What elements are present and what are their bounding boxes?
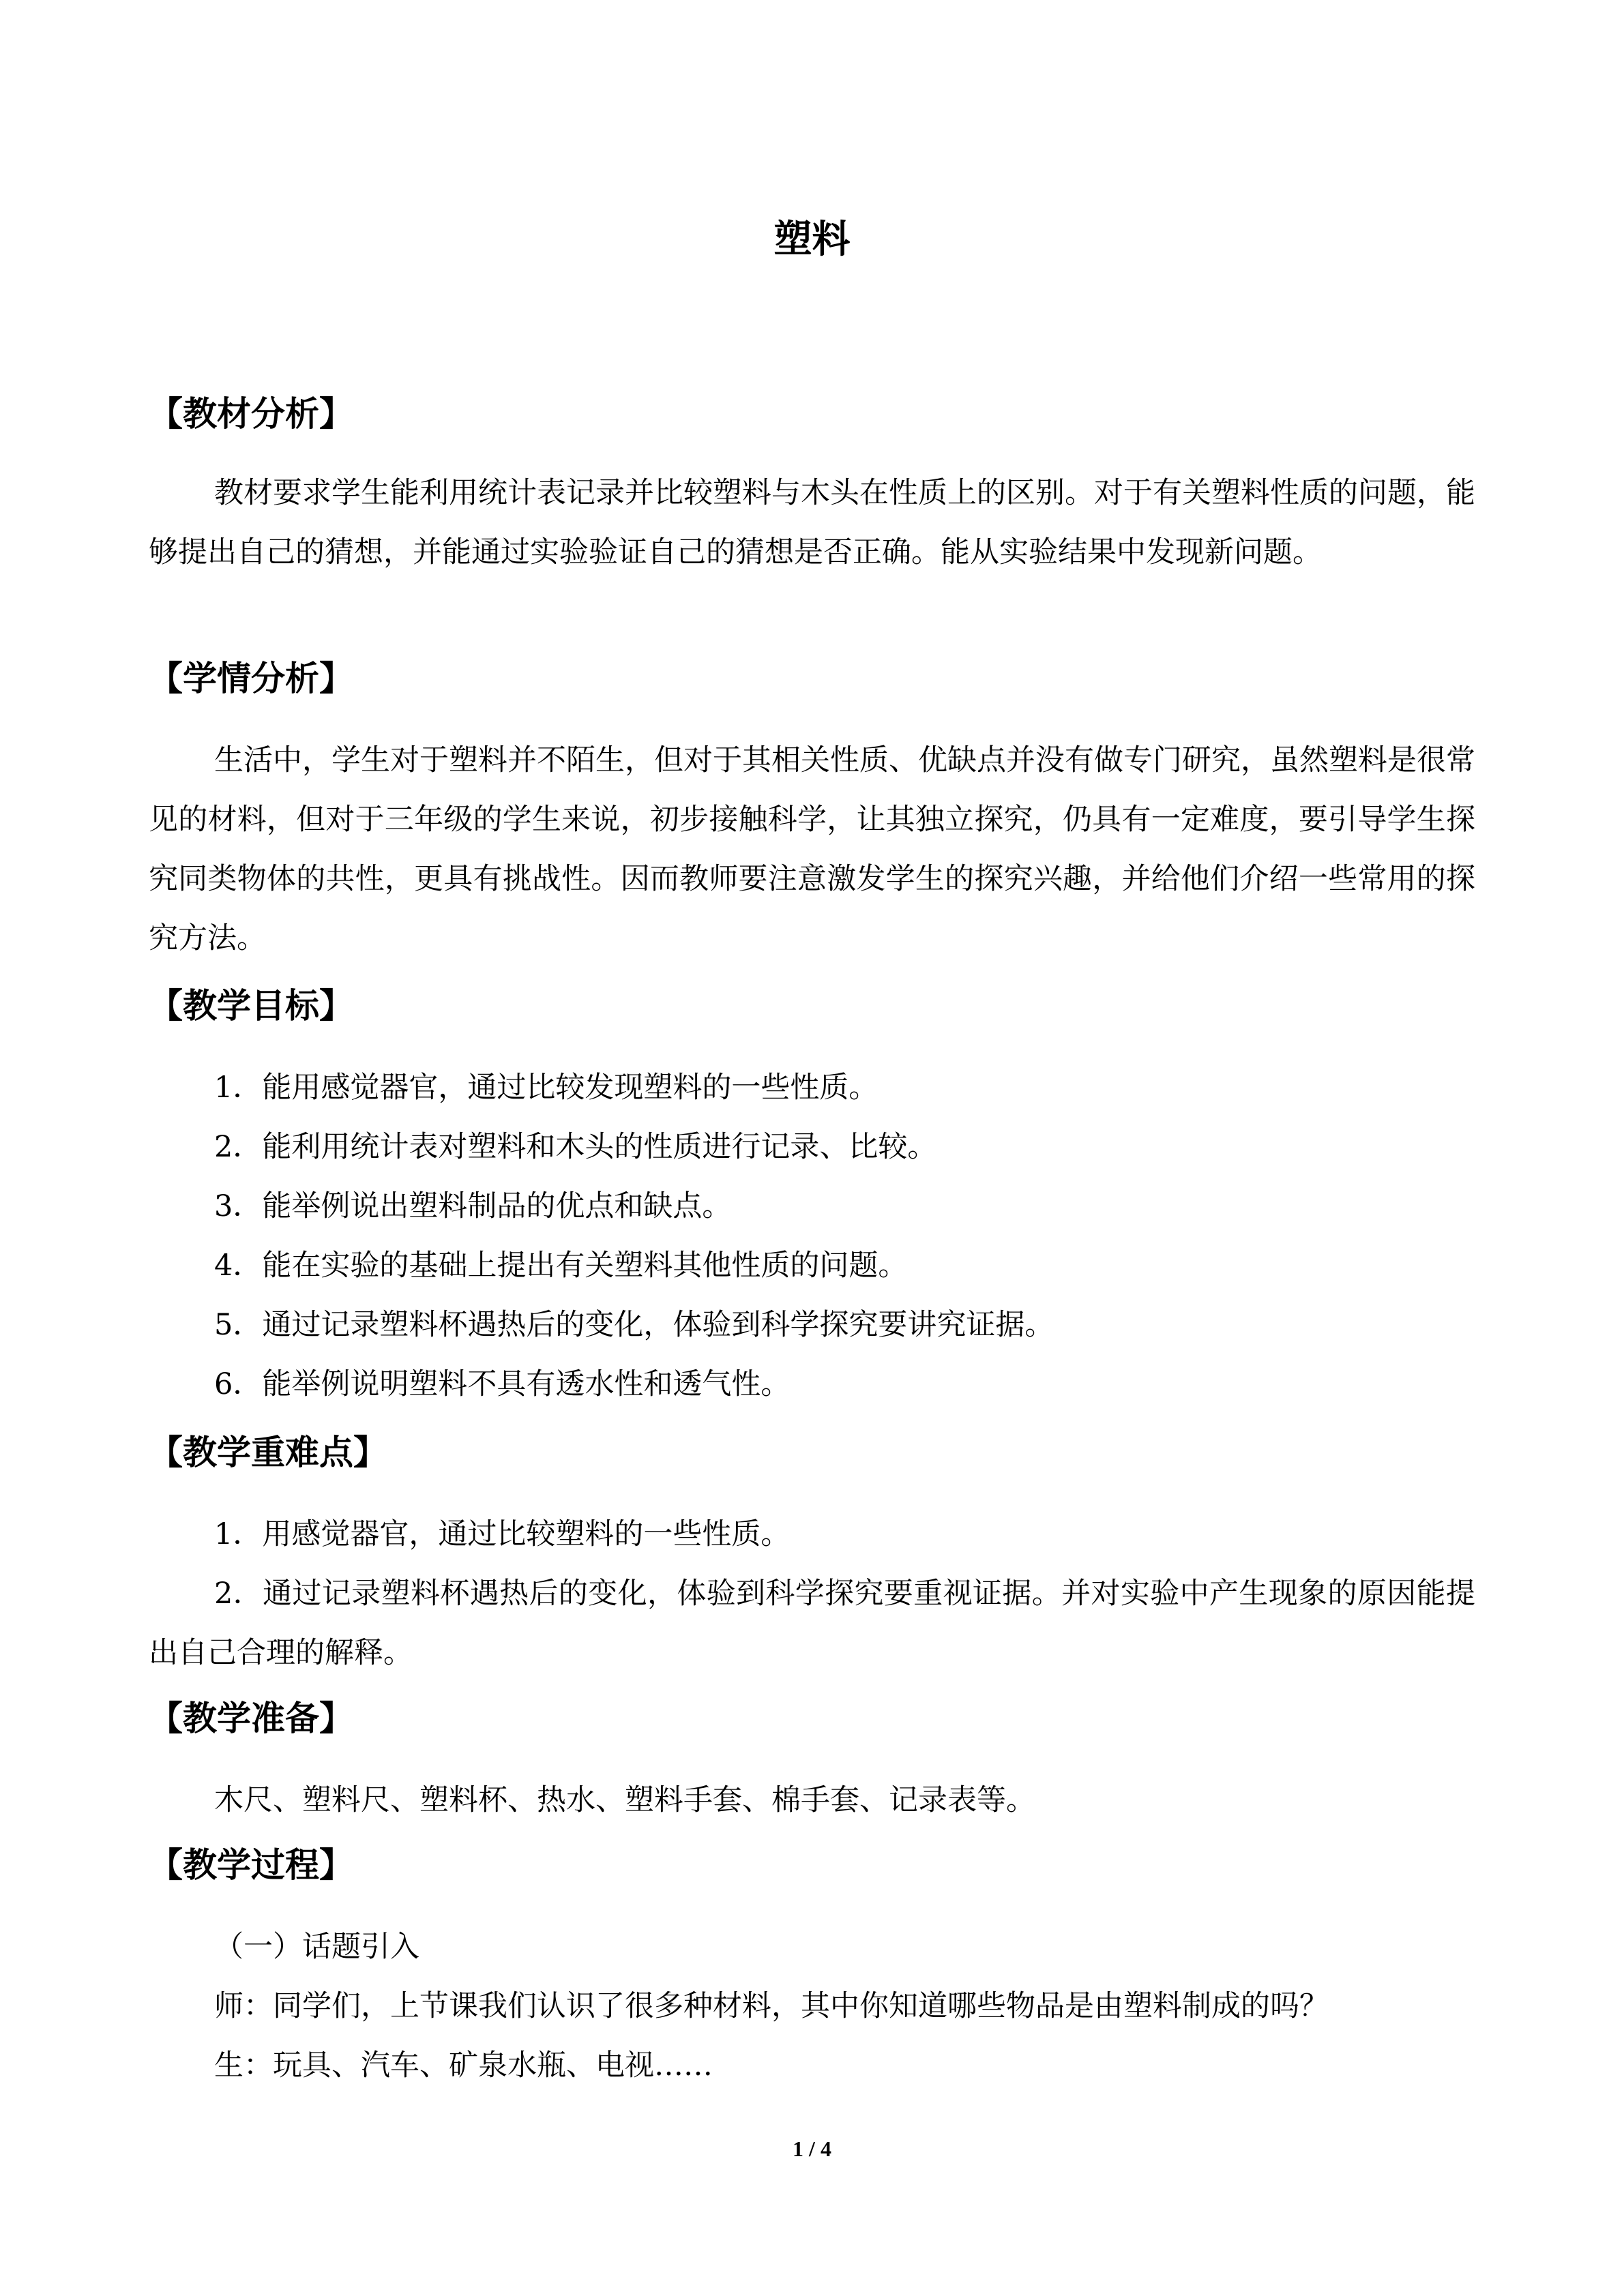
heading-prep: 【教学准备】 [149,1699,353,1738]
goal-item: 1．能用感觉器官，通过比较发现塑料的一些性质。 [214,1071,879,1105]
goal-item: 3．能举例说出塑料制品的优点和缺点。 [214,1189,732,1223]
page-title: 塑料 [773,218,851,262]
analysis-text: 教材要求学生能利用统计表记录并比较塑料与木头在性质上的区别。对于有关塑料性质的问题，能够提出自己的猜想，并能通过实验验证自己的猜想是否正确。能从实验结果中发现新问题。 [149,476,1475,569]
keypoint-item: 1．用感觉器官，通过比较塑料的一些性质。 [214,1517,791,1551]
goal-item: 4．能在实验的基础上提出有关塑料其他性质的问题。 [214,1249,908,1283]
page-number: 1 / 4 [793,2136,831,2161]
heading-keypoints: 【教学重难点】 [149,1433,387,1472]
keypoint-item: 2．通过记录塑料杯遇热后的变化，体验到科学探究要重视证据。并对实验中产生现象的原因能提出自己合理的解释。 [149,1577,1475,1670]
heading-process: 【教学过程】 [149,1845,353,1885]
heading-students: 【学情分析】 [149,659,353,698]
dialogue-student: 生：玩具、汽车、矿泉水瓶、电视…… [214,2048,713,2083]
dialogue-teacher: 师：同学们，上节课我们认识了很多种材料，其中你知道哪些物品是由塑料制成的吗？ [214,1989,1329,2023]
process-subheading: （一）话题引入 [214,1930,419,1964]
heading-analysis: 【教材分析】 [149,394,353,434]
goal-item: 2．能利用统计表对塑料和木头的性质进行记录、比较。 [214,1130,937,1164]
prep-text: 木尺、塑料尺、塑料杯、热水、塑料手套、棉手套、记录表等。 [214,1783,1035,1817]
students-text: 生活中，学生对于塑料并不陌生，但对于其相关性质、优缺点并没有做专门研究，虽然塑料是很常见的材料，但对于三年级的学生来说，初步接触科学，让其独立探究，仍具有一定难度，要引导学生探究同类物体的共性，更具有挑战性。因而教师要注意激发学生的探究兴趣，并给他们介绍一些常用的探究方法。 [149,743,1475,955]
heading-goals: 【教学目标】 [149,986,353,1026]
goal-item: 6．能举例说明塑料不具有透水性和透气性。 [214,1367,791,1401]
goal-item: 5．通过记录塑料杯遇热后的变化，体验到科学探究要讲究证据。 [214,1308,1054,1342]
